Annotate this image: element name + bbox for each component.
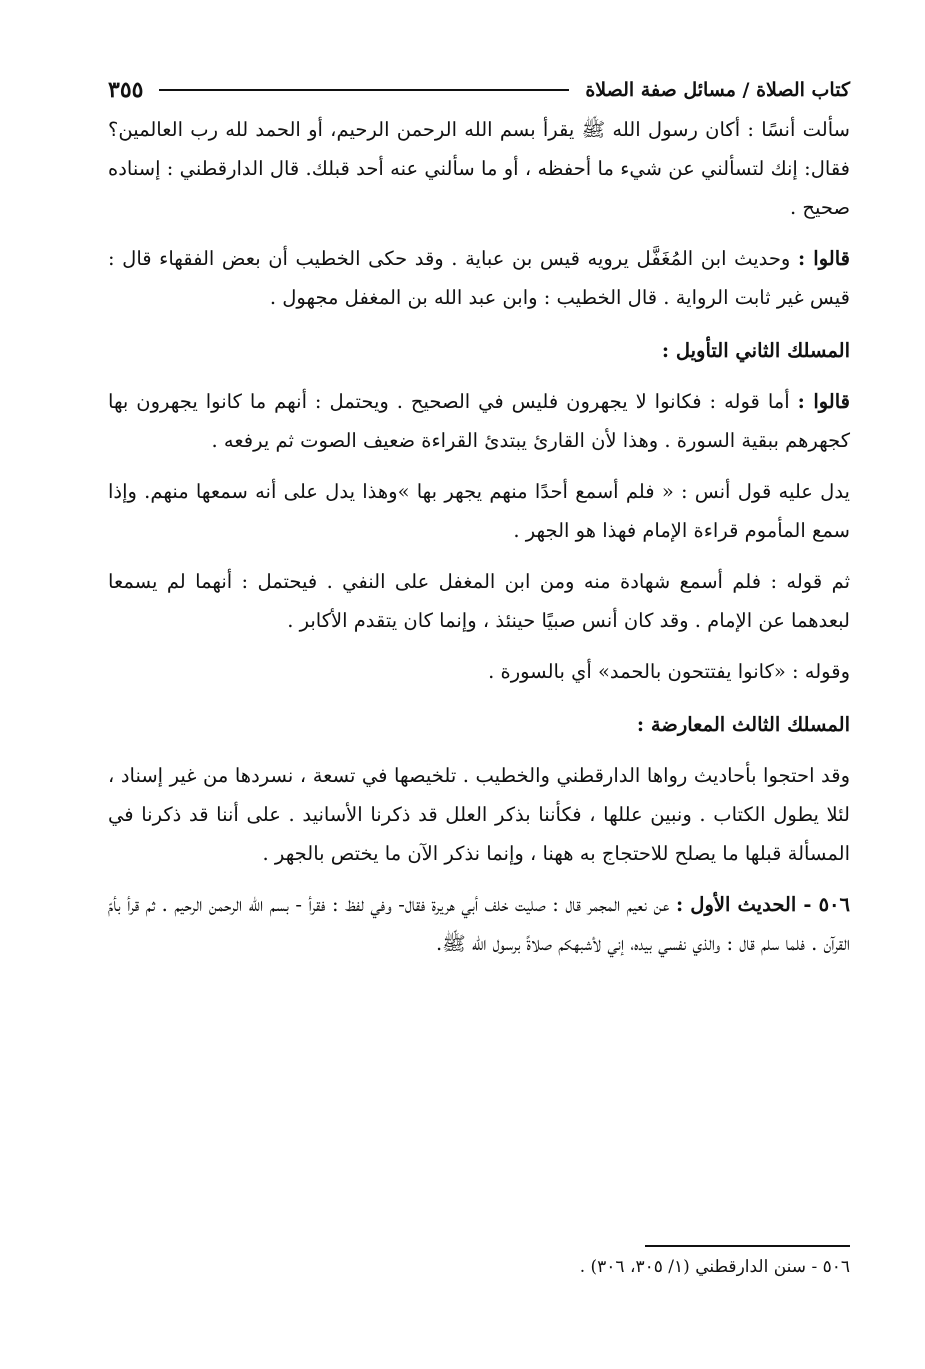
header-rule <box>159 89 569 91</box>
paragraph-hadith-506 <box>108 885 850 963</box>
paragraph-2-text: وحديث ابن المُغَفَّل يرويه قيس بن عباية . وقد حكى الخطيب أن بعض الفقهاء قال : قيس غير ثابت الرواية . قال الخطيب : وابن عبد الله بن المغفل مجهول . <box>108 247 850 309</box>
paragraph-2 <box>108 239 850 317</box>
paragraph-7: وقد احتجوا بأحاديث رواها الدارقطني والخطيب . تلخيصها في تسعة ، نسردها من غير إسناد ، لئلا يطول الكتاب . ونبين عللها ، فكأننا بذكر العلل قد ذكرنا الأسانيد . على أننا قد ذكرنا في المسألة قبلها ما يصلح للاحتجاج به ههنا ، وإنما نذكر الآن ما يختص بالجهر . <box>108 764 850 865</box>
paragraph-3 <box>108 382 850 460</box>
running-header <box>108 70 850 110</box>
paragraph-2-lead: قالوا : <box>797 247 850 270</box>
paragraph-1: سألت أنسًا : أكان رسول الله ﷺ يقرأ بسم الله الرحمن الرحيم، أو الحمد لله رب العالمين؟ فقال: إنك لتسألني عن شيء ما أحفظه ، أو ما سألني عنه أحد قبلك. قال الدارقطني : إسناده صحيح . <box>108 118 850 219</box>
section-heading-3: المسلك الثالث المعارضة : <box>636 713 850 736</box>
footnote: ٥٠٦ - سنن الدارقطني (١/ ٣٠٥، ٣٠٦) . <box>579 1257 850 1277</box>
hadith-506-text: عن نعيم المجمر قال : صليت خلف أبي هريرة فقال- وفي لفظ : فقرأ - بسم الله الرحمن الرحيم . ثم قرأ بأمّ القرآن . فلما سلم قال : والذي نفسي بيده، إني لأشبهكم صلاةً برسول الله ﷺ. <box>108 893 850 955</box>
page-body <box>108 70 850 963</box>
hadith-506-lead: ٥٠٦ - الحديث الأول : <box>675 893 850 916</box>
paragraph-3-text: أما قوله : فكانوا لا يجهرون فليس في الصحيح . ويحتمل : أنهم ما كانوا يجهرون بها كجهرهم ببقية السورة . وهذا لأن القارئ يبتدئ القراءة ضعيف الصوت ثم يرفعه . <box>108 390 850 452</box>
header-title: كتاب الصلاة / مسائل صفة الصلاة <box>585 79 850 101</box>
footnote-rule <box>645 1245 850 1247</box>
section-heading-2: المسلك الثاني التأويل : <box>661 339 850 362</box>
paragraph-6: وقوله : «كانوا يفتتحون بالحمد» أي بالسورة . <box>488 660 850 683</box>
paragraph-3-lead: قالوا : <box>797 390 851 413</box>
page-number: ٣٥٥ <box>108 77 144 103</box>
paragraph-5: ثم قوله : فلم أسمع شهادة منه ومن ابن المغفل على النفي . فيحتمل : أنهما لم يسمعا لبعدهما عن الإمام . وقد كان أنس صبيًا حينئذ ، وإنما كان يتقدم الأكابر . <box>108 570 850 632</box>
paragraph-4: يدل عليه قول أنس : « فلم أسمع أحدًا منهم يجهر بها »وهذا يدل على أنه سمعها منهم. وإذا سمع المأموم قراءة الإمام فهذا هو الجهر . <box>108 480 850 542</box>
